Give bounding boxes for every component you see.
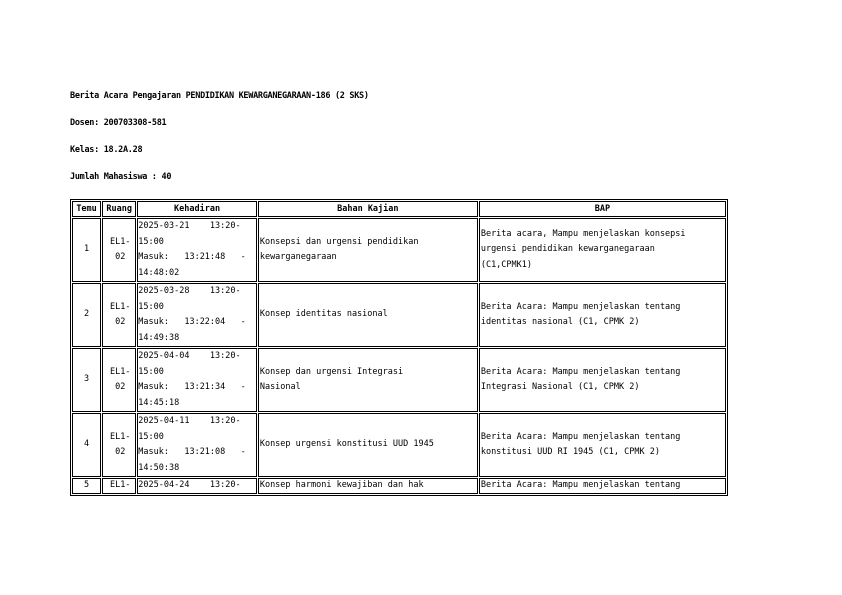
ruang-line: EL1-: [109, 480, 131, 490]
bahan-kajian-line: Konsep harmoni kewajiban dan hak: [259, 480, 424, 490]
kehadiran-cell: [137, 218, 257, 282]
kehadiran-line: 14:49:38: [138, 332, 180, 343]
kehadiran-cell: [137, 413, 257, 477]
bahan-kajian-line: kewarganegaraan: [259, 252, 337, 262]
column-header-temu: Temu: [72, 201, 101, 217]
ruang-cell: [102, 413, 136, 477]
kehadiran-cell: [137, 348, 257, 412]
table-header-row: [72, 201, 726, 217]
dosen-line: Dosen: 200703308-581: [70, 118, 167, 128]
column-header-bahan-kajian: Bahan Kajian: [258, 201, 478, 217]
ruang-cell: [102, 348, 136, 412]
kehadiran-line: Masuk: 13:21:34 -: [138, 382, 246, 392]
bap-line: Berita Acara: Mampu menjelaskan tentang: [480, 301, 681, 312]
bap-line: Berita Acara: Mampu menjelaskan tentang: [480, 480, 681, 490]
bahan-kajian-line: Konsep dan urgensi Integrasi: [259, 366, 404, 377]
table-row: [72, 283, 726, 347]
bahan-kajian-line: Konsep urgensi konstitusi UUD 1945: [259, 439, 434, 450]
kehadiran-line: 2025-04-11 13:20-: [138, 416, 241, 426]
kehadiran-line: Masuk: 13:21:48 -: [138, 252, 246, 262]
column-header-bap: BAP: [479, 201, 726, 217]
bap-line: Berita Acara: Mampu menjelaskan tentang: [480, 366, 681, 377]
ruang-cell: [102, 218, 136, 282]
kehadiran-line: 15:00: [138, 301, 164, 312]
kehadiran-line: 14:50:38: [138, 462, 180, 473]
attendance-table: [70, 199, 728, 496]
temu-cell: 5: [72, 478, 101, 494]
ruang-line: EL1-: [109, 301, 131, 312]
ruang-cell: [102, 283, 136, 347]
ruang-line: 02: [115, 447, 126, 457]
ruang-line: EL1-: [109, 236, 131, 247]
bahan-kajian-line: Konsepsi dan urgensi pendidikan: [259, 236, 419, 247]
kehadiran-line: 2025-03-28 13:20-: [138, 286, 241, 296]
bap-line: urgensi pendidikan kewarganegaraan: [480, 244, 655, 255]
bap-line: Berita Acara: Mampu menjelaskan tentang: [480, 431, 681, 442]
kehadiran-cell: [137, 478, 257, 494]
bahan-kajian-line: Konsep identitas nasional: [259, 309, 388, 320]
kehadiran-line: 15:00: [138, 431, 164, 442]
kehadiran-line: Masuk: 13:22:04 -: [138, 317, 246, 327]
table-row: [72, 413, 726, 477]
temu-cell: 3: [72, 348, 101, 412]
ruang-line: EL1-: [109, 431, 131, 442]
temu-cell: 2: [72, 283, 101, 347]
bahan-kajian-cell: [258, 348, 478, 412]
table-row: [72, 218, 726, 282]
ruang-cell: [102, 478, 136, 494]
ruang-line: 02: [115, 317, 126, 327]
column-header-ruang: Ruang: [102, 201, 136, 217]
bap-cell: [479, 348, 726, 412]
jumlah-mahasiswa-line: Jumlah Mahasiswa : 40: [70, 172, 172, 182]
bahan-kajian-cell: [258, 283, 478, 347]
bahan-kajian-cell: [258, 218, 478, 282]
bap-line: konstitusi UUD RI 1945 (C1, CPMK 2): [480, 447, 660, 457]
table-row: [72, 348, 726, 412]
bahan-kajian-line: Nasional: [259, 382, 301, 392]
bap-cell: [479, 413, 726, 477]
bap-line: identitas nasional (C1, CPMK 2): [480, 317, 640, 327]
bap-cell: [479, 478, 726, 494]
temu-cell: 4: [72, 413, 101, 477]
table-row: [72, 478, 726, 494]
kehadiran-line: 2025-04-24 13:20-: [138, 480, 241, 490]
bap-cell: [479, 283, 726, 347]
bahan-kajian-cell: [258, 478, 478, 494]
temu-cell: 1: [72, 218, 101, 282]
column-header-kehadiran: Kehadiran: [137, 201, 257, 217]
kehadiran-line: 2025-04-04 13:20-: [138, 351, 241, 361]
bap-cell: [479, 218, 726, 282]
bap-line: Berita acara, Mampu menjelaskan konsepsi: [480, 228, 686, 239]
document-title: Berita Acara Pengajaran PENDIDIKAN KEWARGANEGARAAN-186 (2 SKS): [70, 91, 369, 101]
kehadiran-line: 15:00: [138, 236, 164, 247]
kehadiran-cell: [137, 283, 257, 347]
bap-line: (C1,CPMK1): [480, 259, 533, 270]
ruang-line: 02: [115, 252, 126, 262]
kehadiran-line: 15:00: [138, 366, 164, 377]
kehadiran-line: Masuk: 13:21:08 -: [138, 447, 246, 457]
kelas-line: Kelas: 18.2A.28: [70, 145, 143, 155]
ruang-line: 02: [115, 382, 126, 392]
bap-line: Integrasi Nasional (C1, CPMK 2): [480, 382, 640, 392]
kehadiran-line: 2025-03-21 13:20-: [138, 221, 241, 231]
kehadiran-line: 14:48:02: [138, 267, 180, 278]
kehadiran-line: 14:45:18: [138, 397, 180, 408]
ruang-line: EL1-: [109, 366, 131, 377]
bahan-kajian-cell: [258, 413, 478, 477]
